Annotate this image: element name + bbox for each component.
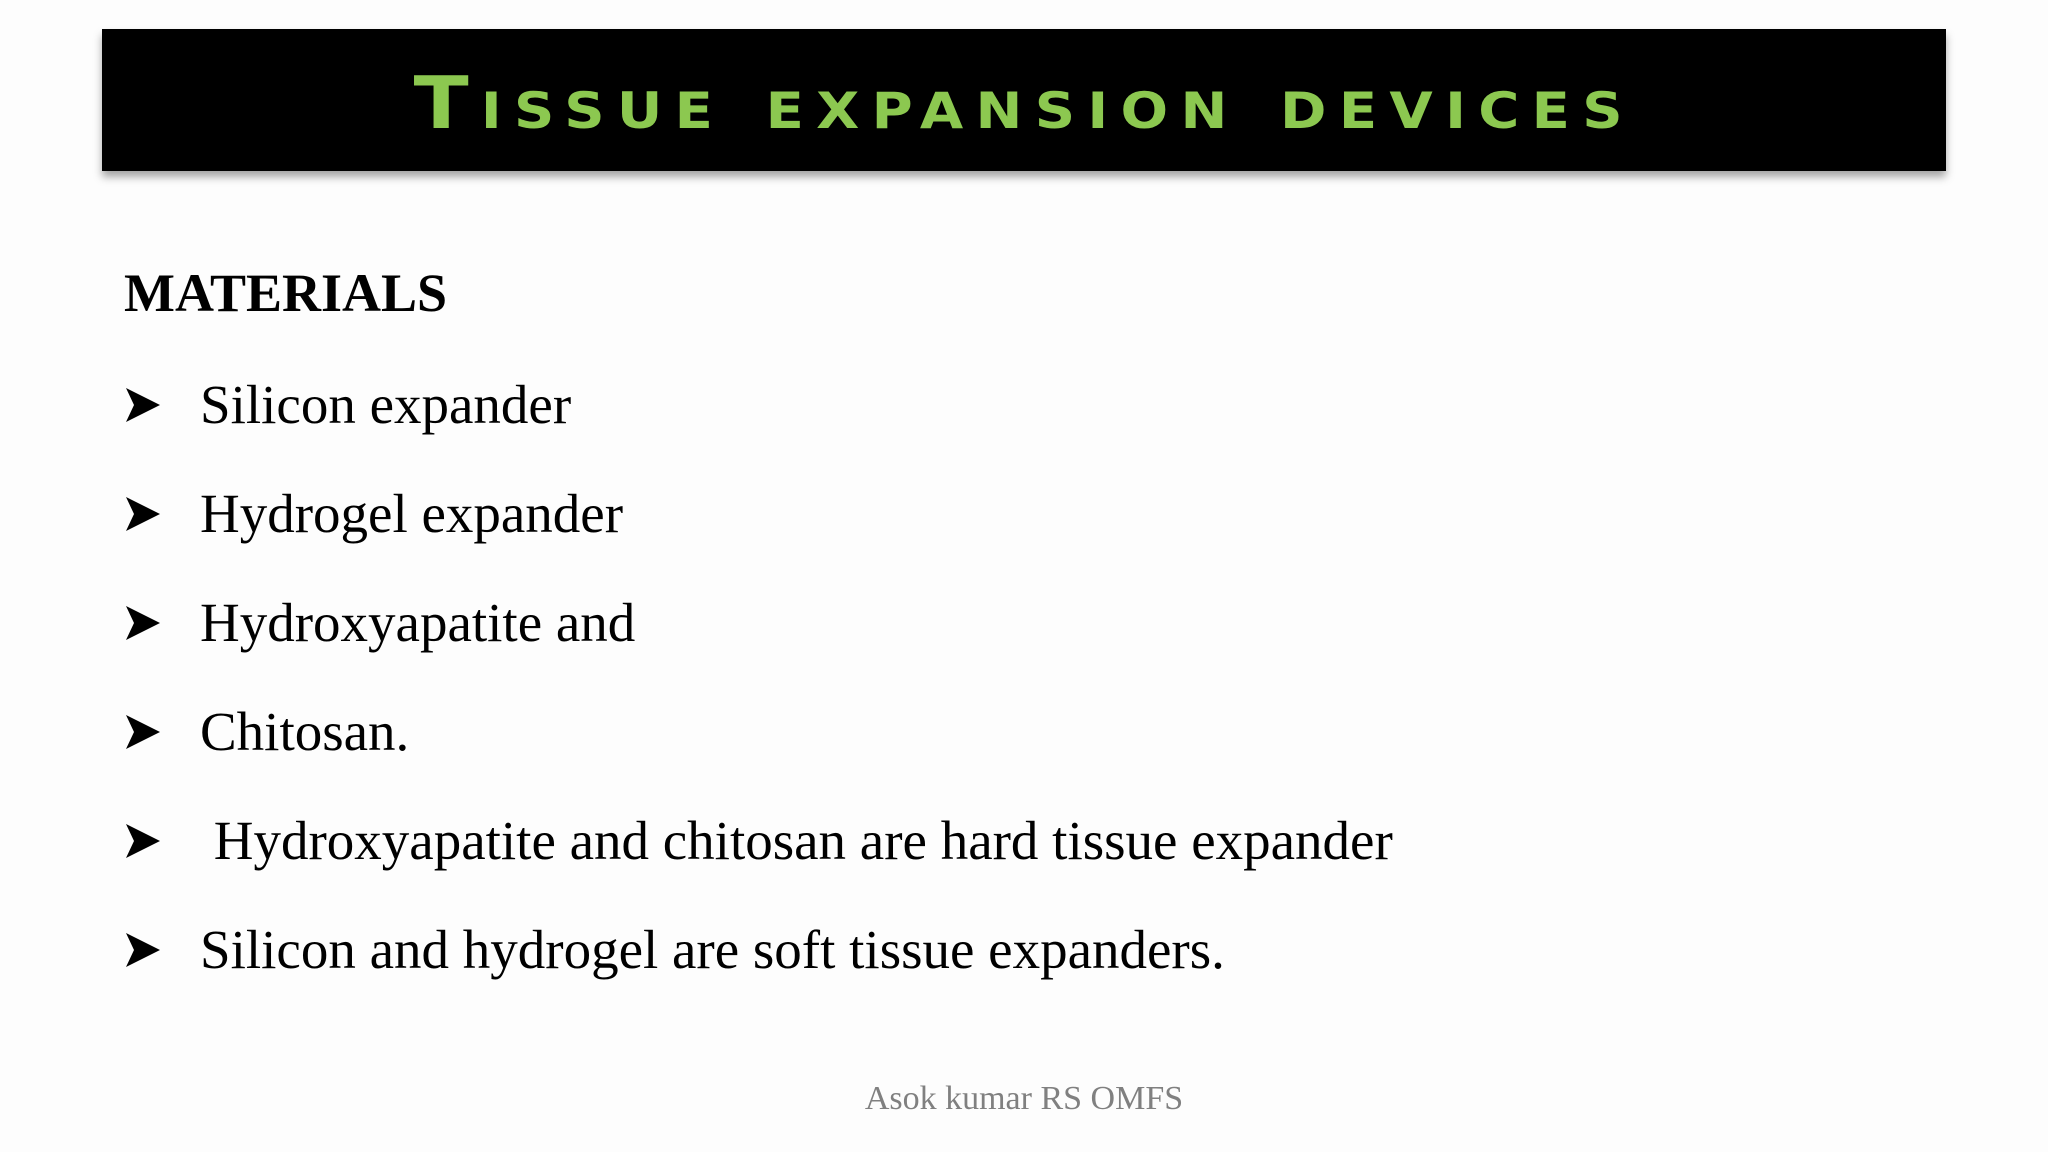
- bullet-item: [124, 677, 1924, 786]
- bullet-text: Silicon and hydrogel are soft tissue expanders.: [200, 919, 1225, 980]
- arrowhead-bullet-icon: [124, 931, 200, 969]
- arrowhead-bullet-icon: [124, 822, 200, 860]
- slide-footer: Asok kumar RS OMFS: [864, 1080, 1184, 1117]
- title-bar: [102, 29, 1946, 171]
- arrowhead-bullet-icon: [124, 713, 200, 751]
- section-heading: MATERIALS: [124, 263, 448, 323]
- slide-title: Tissue expansion devices: [413, 61, 1635, 145]
- bullet-item: [124, 786, 1924, 895]
- bullet-text: Hydroxyapatite and: [200, 592, 636, 653]
- bullet-text: Chitosan.: [200, 701, 410, 762]
- arrowhead-bullet-icon: [124, 495, 200, 533]
- arrowhead-bullet-icon: [124, 386, 200, 424]
- bullet-item: [124, 459, 1924, 568]
- arrowhead-bullet-icon: [124, 604, 200, 642]
- bullet-text: Silicon expander: [200, 374, 572, 435]
- bullet-item: [124, 895, 1924, 1004]
- bullet-list: [124, 350, 1924, 1004]
- slide-content: [124, 263, 1924, 1004]
- bullet-item: [124, 350, 1924, 459]
- bullet-text: Hydrogel expander: [200, 483, 624, 544]
- bullet-text: Hydroxyapatite and chitosan are hard tissue expander: [200, 810, 1393, 871]
- bullet-item: [124, 568, 1924, 677]
